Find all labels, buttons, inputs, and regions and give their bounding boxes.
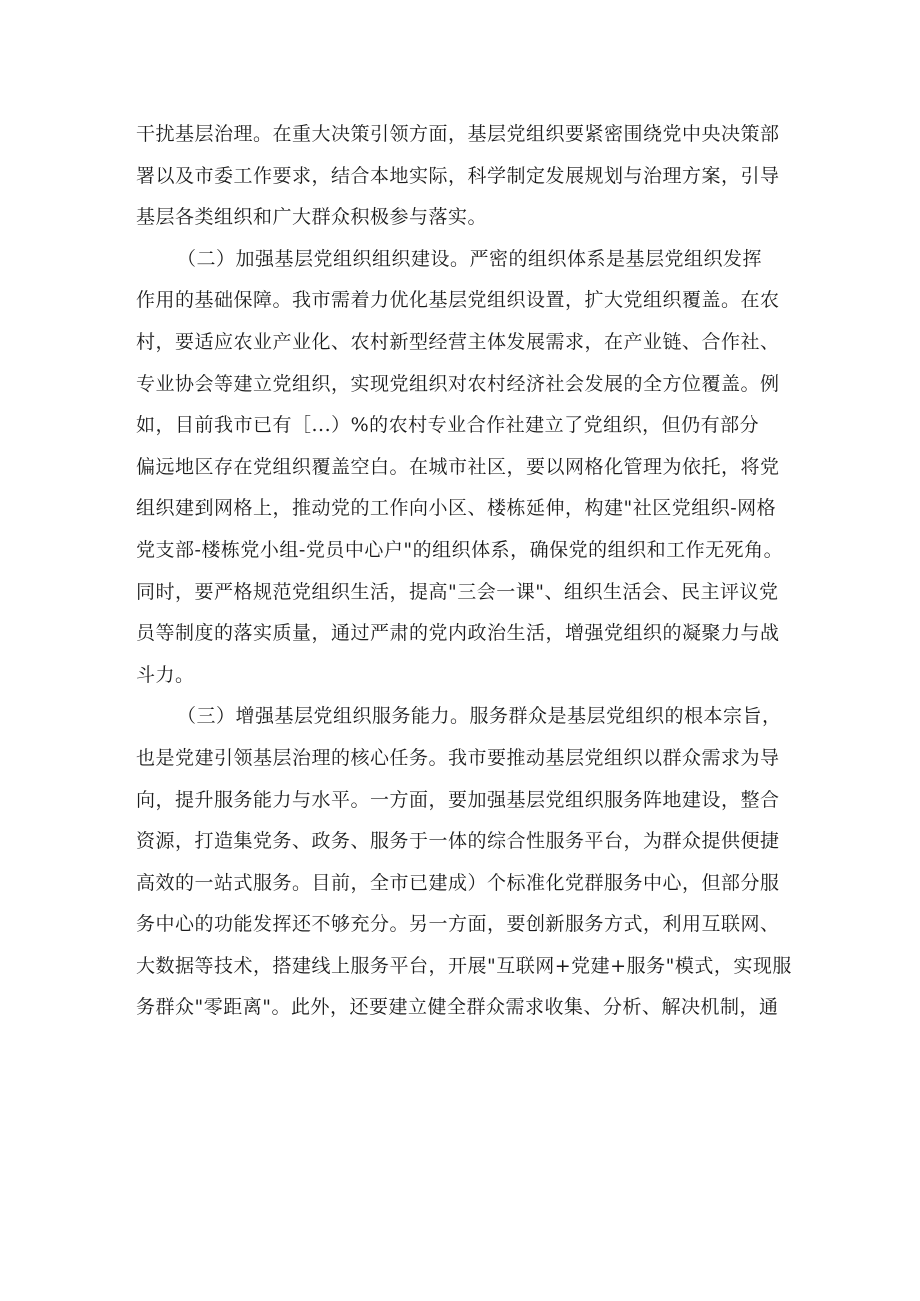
text-line: 如，目前我市已有［...）%的农村专业合作社建立了党组织，但仍有部分: [136, 414, 760, 437]
text-line: 党支部-楼栋党小组-党员中心户"的组织体系，确保党的组织和工作无死角。: [136, 538, 784, 561]
text-line: 作用的基础保障。我市需着力优化基层党组织设置，扩大党组织覆盖。在农: [136, 289, 780, 312]
text-line: 基层各类组织和广大群众积极参与落实。: [136, 206, 488, 229]
text-line: 专业协会等建立党组织，实现党组织对农村经济社会发展的全方位覆盖。例: [136, 372, 780, 395]
text-line: 署以及市委工作要求，结合本地实际，科学制定发展规划与治理方案，引导: [136, 164, 780, 187]
section-heading-line: （二）加强基层党组织组织建设。严密的组织体系是基层党组织发挥: [177, 247, 763, 270]
text-line: 组织建到网格上，推动党的工作向小区、楼栋延伸，构建"社区党组织-网格: [136, 497, 777, 520]
text-line: 高效的一站式服务。目前，全市已建成）个标准化党群服务中心，但部分服: [136, 871, 780, 894]
section-heading-line: （三）增强基层党组织服务能力。服务群众是基层党组织的根本宗旨，: [177, 705, 782, 728]
text-line: 同时，要严格规范党组织生活，提高"三会一课"、组织生活会、民主评议党: [136, 580, 779, 603]
text-line: 大数据等技术，搭建线上服务平台，开展"互联网+党建+服务"模式，实现服: [136, 954, 792, 977]
body-text: [136, 114, 796, 1029]
text-line: 也是党建引领基层治理的核心任务。我市要推动基层党组织以群众需求为导: [136, 746, 780, 769]
text-line: 村，要适应农业产业化、农村新型经营主体发展需求，在产业链、合作社、: [136, 330, 780, 353]
text-line: 务群众"零距离"。此外，还要建立健全群众需求收集、分析、解决机制，通: [136, 996, 779, 1019]
text-line: 员等制度的落实质量，通过严肃的党内政治生活，增强党组织的凝聚力与战: [136, 622, 780, 645]
text-line: 向，提升服务能力与水平。一方面，要加强基层党组织服务阵地建设，整合: [136, 788, 780, 811]
text-line: 干扰基层治理。在重大决策引领方面，基层党组织要紧密围绕党中央决策部: [136, 123, 780, 145]
text-line: 务中心的功能发挥还不够充分。另一方面，要创新服务方式，利用互联网、: [136, 913, 780, 936]
text-line: 偏远地区存在党组织覆盖空白。在城市社区，要以网格化管理为依托，将党: [136, 455, 780, 478]
text-line: 斗力。: [136, 663, 195, 686]
text-line: 资源，打造集党务、政务、服务于一体的综合性服务平台，为群众提供便捷: [136, 830, 780, 853]
